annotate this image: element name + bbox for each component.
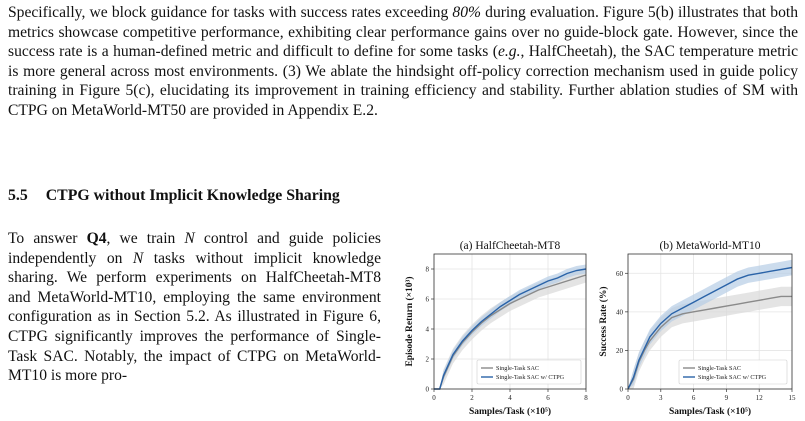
paragraph-top-segment: Specifically, we block guidance for tasks with success rates exceeding	[8, 4, 453, 21]
paragraph-left-segment: Q4	[86, 230, 107, 247]
y-axis-label: Success Rate (%)	[599, 286, 609, 357]
x-tick-label: 12	[755, 394, 763, 402]
x-tick-label: 0	[432, 394, 436, 402]
y-tick-label: 0	[619, 385, 623, 394]
y-axis-label: Episode Return (×10³)	[405, 276, 415, 367]
paragraph-left-segment: control and guide policies independently on	[8, 230, 381, 267]
y-tick-label: 60	[616, 269, 623, 278]
y-tick-label: 2	[425, 355, 429, 364]
x-tick-label: 15	[788, 394, 796, 402]
legend-label: Single-Task SAC	[496, 365, 540, 373]
chart-metaworld	[598, 240, 796, 417]
paragraph-left-segment: , we train	[106, 230, 185, 247]
section-heading	[8, 187, 340, 205]
paragraph-left-segment: tasks without implicit knowledge sharing. We perform experiments on HalfCheetah-MT8 and MetaWorld-MT10, employing the same environment configuration as in Section 5.2. As illustrated in Figure 6, CTPG significantly improves the performance of Single-Task SAC. Notably, the impact of CTPG on MetaWorld-MT10 is more pro-	[8, 249, 381, 385]
paragraph-left-segment: N	[132, 249, 144, 267]
x-tick-label: 9	[724, 394, 729, 402]
x-tick-label: 2	[470, 394, 474, 402]
paragraph-left-column	[8, 229, 381, 386]
legend-label: Single-Task SAC w/ CTPG	[496, 374, 565, 382]
x-tick-label: 0	[626, 394, 630, 402]
section-number: 5.5	[8, 187, 28, 204]
section-title: CTPG without Implicit Knowledge Sharing	[45, 187, 340, 204]
paragraph-top-segment: during evaluation. Figure 5(b) illustrates that both metrics showcase competitive performance, exhibiting clear performance gains over no guide-block gate. However, since the success rate is a human-defined metric and difficult to define for some tasks (	[8, 4, 798, 61]
chart-title: (a) HalfCheetah-MT8	[459, 240, 561, 252]
y-tick-label: 20	[616, 346, 623, 355]
y-tick-label: 40	[616, 308, 623, 317]
x-axis-label: Samples/Task (×10⁵)	[468, 407, 552, 417]
paragraph-left-segment: To answer	[8, 230, 87, 247]
legend-label: Single-Task SAC	[698, 365, 742, 373]
y-tick-label: 0	[425, 385, 429, 394]
figure-charts	[390, 236, 800, 418]
paragraph-left-segment: N	[184, 230, 195, 247]
paragraph-top	[8, 3, 798, 121]
x-tick-label: 6	[546, 394, 550, 402]
y-tick-label: 6	[425, 295, 429, 304]
x-tick-label: 8	[584, 394, 588, 402]
y-tick-label: 8	[425, 265, 429, 274]
y-tick-label: 4	[425, 325, 429, 334]
x-tick-label: 4	[508, 394, 512, 402]
paragraph-top-segment: 80%	[452, 4, 481, 21]
paragraph-top-segment: e.g.	[497, 43, 521, 61]
x-tick-label: 6	[691, 394, 696, 402]
paragraph-top-segment: , HalfCheetah), the SAC temperature metric is more general across most environments. (3) We ablate the hindsight off-policy correction mechanism used in guide policy training in Figure 5(c), elucidating its improvement in training efficiency and stability. Further ablation studies of SM with CTPG on MetaWorld-MT50 are provided in Appendix E.2.	[8, 43, 798, 119]
chart-title: (b) MetaWorld-MT10	[659, 240, 761, 252]
legend-label: Single-Task SAC w/ CTPG	[698, 374, 767, 382]
chart-halfcheetah	[404, 240, 588, 417]
x-axis-label: Samples/Task (×10⁵)	[668, 407, 752, 417]
x-tick-label: 3	[659, 394, 663, 402]
